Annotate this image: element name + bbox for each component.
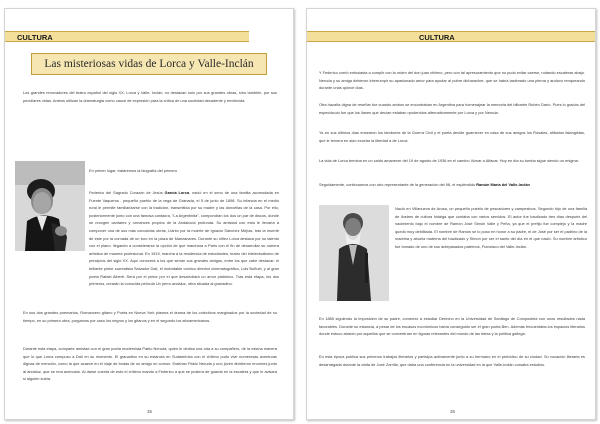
works-paragraph: En sus dos grandes poemarios, Romancero gitano y Poeta en Nueva York plasma el drama de los colectivos marginados por la sociedad de su tiempo, en su primera obra, porgamos por caso los negros y los gitanos y en el segundo los afroamericanos. (23, 310, 277, 323)
lorca-portrait-photo (15, 161, 85, 251)
paragraph-3: Ya en sus últimos días ensearon los tambores de la Guerra Civil y el poeta decide guarnecer en casa de sus amigos los Rosales, afiliados falangistas, que le tercera en alzo excelar la libertad a de Lorca. (319, 130, 585, 143)
lorca-bio-paragraph (89, 189, 279, 288)
valle-inclan-portrait-photo (319, 205, 389, 301)
paragraph-7: En esta época publica sus primeros trabajos literarios y participa activamente junto a su hermano en el periódico de su ciudad. Su vocación literaria es desarraigada durante la visita de José Zorrilla, que daba una conferencia en la universidad en la que Valle-Inclán cursaba estudios. (319, 354, 585, 367)
page-number: 36 (450, 409, 456, 414)
bio-lead-text: Federico del Sagrado Corazón de Jesús (89, 190, 165, 195)
paragraph-4: La vida de Lorca termina en un caldo amanecer del 19 de agosto de 1936 en el camino Viznar a Alfacar. Hoy en día su tumba sigue siendo un enigma. (319, 158, 579, 163)
intro-paragraph: Los grandes renovadores del teatro español del siglo XX, Lorca y Valle- Inclán, no destacan solo por sus grandes obras, sino también, por sus peculiares vidas. Ambos utilizan la dramaturgia como cauce de expresión para la crítica de una sociedad decadente y envilecida. (23, 90, 277, 103)
subhead-text: En primer lugar, trataremos la biografía del primero (89, 168, 178, 173)
right-page (306, 8, 596, 420)
left-page (4, 8, 294, 420)
paragraph-5-lead (319, 181, 585, 189)
valle-inclan-name: Ramón María del Valle-Inclán (476, 182, 530, 187)
closing-paragraph: Durante esta etapa, comparte amistad con el gran poeta modernista Pablo Neruda, quien le dedica una oda a su compañero, de la misma manera que lo que Lorca compuso a Dalí en su momento. El granadino en su estancia en Sudamérica con el chileno pudo vivir numerosas aventuras dignas de mención, como la que acaece en el viaje de bodas de un amigo en común. Esteban Pablo Neruda y uno jóven divirtieron enormes junto al andaluz, que se reía acercado. Al darse cuenta de esto el chileno mandó a Federico a que se pusiera de guarda en la escalera y que le avisara si alguien subía. (23, 346, 277, 382)
paragraph-2: Otra hazaña digna de reseñar fue cuando ambos se encontraban en Argentina para homenajear la memoria del bilbarbe Rubén Darío. Pues lo grados del espectáculo fue que los llanes que decían estaban rpodenidos alternativamente por Lorca y por Neruda. (319, 102, 585, 115)
bio-rest-text: , nació en el seno de una familia acomodada en Fuente Vaqueros , pequeño pueblo de la vega de Granada, el 5 de junio de 1898. Su infancia en el medio rural le permite familiarizarse con la tradición, transmitida por su madre y las doncellas de la casa. Por ello, posteriormente junto con una famosa cantaora, "La Argentinita", compondrán los dos un par de discos, donde se recogen cantares y romances propios de la Andalucía profunda. Su amistad con esta le llevaría a componer una de sus más conocidas obras, Llanto por la muerte de Ignacio Sánchez Mejías, tras la muerte de este por la cornada de un toro en la plaza de Manzanares. Durante su niñez Lorca destaca por su talento con el piano. llegando a considerarse la opción de que marchara a París con el fin de desarrollar su carrera artística de manera profesional. En 1919, marcha a la residencia de estudiantes, teatro del intelectualismo de principios del siglo XX. Aquí conocerá a los que serían sus grandes amigos, entre los que cabe destacar: el brillante pintor surrealista Salvador Dalí, el inolvidable cómico director cinematográfico, Luis Buñuel, y al gran poeta Rafael Alberti. Será por el pintor por el que desarrollará un amor platónico. Tras esta etapa, los dos primeros, crearán la conocida película Un perro andaluz, obra situada al granadino. (89, 190, 279, 287)
page-number: 35 (147, 409, 153, 414)
article-title: Las misteriosas vidas de Lorca y Valle-Inclán (31, 53, 267, 75)
paragraph-1: Y Federico corrió entusiasta a cumplir con la orden del don juan chileno, pero con tal apresuramiento que no pudo evitar caerse, rodando escaleras abajo. Neruda y su amiga debieron interrumpir su apasionado amor para ayudar al pobre dicharacher, que se había lastimado una pierna y anduvo renqueando durante unas quince días. (319, 70, 585, 91)
section-header: CULTURA (307, 31, 596, 42)
lorca-name: García Lorca (164, 190, 190, 195)
valle-inclan-photo-image (319, 205, 389, 301)
p5-lead-text: Seguidamente, continuamos con otro representante de la generación del 98, el espléndido (319, 182, 477, 187)
paragraph-6: En 1885 siguiendo la imposición de su padre, comenzó a estudiar Derecho en la Universidad de Santiago de Compostela con unos resultados nada favorables. Durante su estancia, a pesar de los escasos económicos había conseguido ser el gran poeta Ben. Además frecuentaba los espacios literarios donde estuvo atraído por aquellos que se convertirían en figuras relevantes del mundo de las letras y la política gallega. (319, 316, 585, 337)
valle-inclan-bio-paragraph: Nació en Villanueva de Arosa, un pequeño pueblo de pescadores y campesinos. Segundo hijo de una familia de ilustres de cultura hidalga que contaba con varios servidos. El autor fue bautizado tres días después del nacimiento bajo el nombre de Ramón José Simón Valle y Peña, ya que el prefijo fue complejo y la madre quedó muy debilitada. El nombre de Ramón se lo puso en honor a su padre, el de José por ser el padrino de la madrina y abuela materna del bautizado y Simón por ser el santo del día en el que nació. Su nombre artístico fue tomado de uno de sus antepasados paternos, Francisco del Valle-Inclán. (395, 206, 587, 249)
lorca-photo-image (15, 161, 85, 251)
section-header: CULTURA (5, 31, 249, 42)
